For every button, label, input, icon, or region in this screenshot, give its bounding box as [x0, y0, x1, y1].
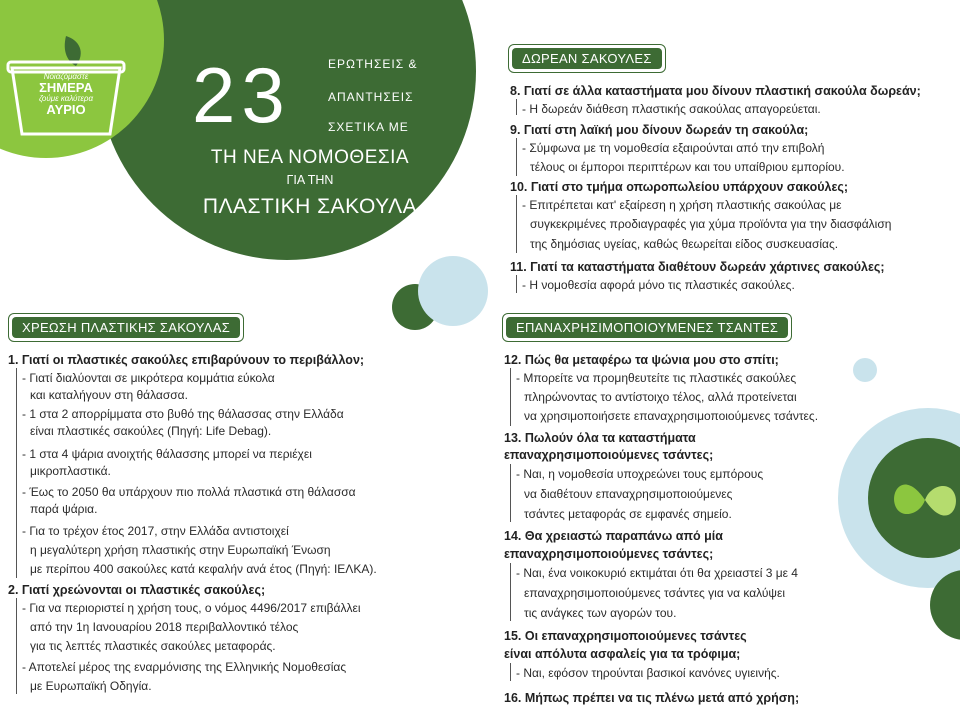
- answer-text: είναι πλαστικές σακούλες (Πηγή: Life Debag).: [30, 424, 272, 438]
- logo-line3: ζούμε καλύτερα: [38, 94, 94, 103]
- answer-text: συγκεκριμένες προδιαγραφές για χύμα προϊόντα για την διασφάλιση: [530, 217, 892, 231]
- section-banner-free: ΔΩΡΕΑΝ ΣΑΚΟΥΛΕΣ: [512, 48, 662, 69]
- hero-sub1: ΕΡΩΤΗΣΕΙΣ &: [328, 57, 418, 71]
- question-13-cont: επαναχρησιμοποιούμενες τσάντες;: [504, 448, 714, 462]
- answer-bar: [16, 368, 17, 578]
- logo-text: [20, 72, 112, 116]
- answer-text: μικροπλαστικά.: [30, 464, 111, 478]
- section-banner-usage: ΧΡΕΩΣΗ ΠΛΑΣΤΙΚΗΣ ΣΑΚΟΥΛΑΣ: [12, 317, 240, 338]
- hero-title2: ΓΙΑ ΤΗΝ: [286, 173, 334, 187]
- answer-bar: [510, 368, 511, 426]
- answer-text: η μεγαλύτερη χρήση πλαστικής στην Ευρωπαϊκή Ένωση: [30, 543, 331, 557]
- logo-line4: ΑΥΡΙΟ: [46, 102, 86, 117]
- leaf-swirl-icon: [885, 460, 960, 540]
- answer-bar: [510, 563, 511, 621]
- hero-title3: ΠΛΑΣΤΙΚΗ ΣΑΚΟΥΛΑ: [202, 195, 418, 218]
- question-15-cont: είναι απόλυτα ασφαλείς για τα τρόφιμα;: [504, 647, 741, 661]
- hero-number: 23: [192, 51, 291, 139]
- answer-text: τις ανάγκες των αγορών του.: [524, 606, 677, 620]
- answer-bar: [516, 99, 517, 115]
- answer-text: - Επιτρέπεται κατ' εξαίρεση η χρήση πλαστικής σακούλας με: [522, 198, 842, 212]
- answer-text: - Ναι, ένα νοικοκυριό εκτιμάται ότι θα χρειαστεί 3 με 4: [516, 566, 798, 580]
- answer-text: τέλους οι έμποροι περιπτέρων και του υπαίθριου εμπορίου.: [530, 160, 845, 174]
- answer-text: τσάντες μεταφοράς σε εμφανές σημείο.: [524, 507, 732, 521]
- answer-text: - Σύμφωνα με τη νομοθεσία εξαιρούνται από την επιβολή: [522, 141, 825, 155]
- question-12: 12. Πώς θα μεταφέρω τα ψώνια μου στο σπίτι;: [504, 353, 779, 367]
- answer-bar: [510, 464, 511, 522]
- question-10: 10. Γιατί στο τμήμα οπωροπωλείου υπάρχουν σακούλες;: [510, 180, 849, 194]
- answer-text: και καταλήγουν στη θάλασσα.: [30, 388, 188, 402]
- answer-text: από την 1η Ιανουαρίου 2018 περιβαλλοντικό τέλος: [30, 620, 299, 634]
- answer-bar: [16, 598, 17, 694]
- question-14: 14. Θα χρειαστώ παραπάνω από μία: [504, 529, 723, 543]
- answer-text: - Γιατί διαλύονται σε μικρότερα κομμάτια εύκολα: [22, 371, 275, 385]
- question-2: 2. Γιατί χρεώνονται οι πλαστικές σακούλες;: [8, 583, 266, 597]
- answer-text: - Αποτελεί μέρος της εναρμόνισης της Ελληνικής Νομοθεσίας: [22, 660, 347, 674]
- question-14-cont: επαναχρησιμοποιούμενες τσάντες;: [504, 547, 714, 561]
- hero-sub2: ΑΠΑΝΤΗΣΕΙΣ: [328, 90, 414, 104]
- answer-text: - Έως το 2050 θα υπάρχουν πιο πολλά πλαστικά στη θάλασσα: [22, 485, 356, 499]
- answer-bar: [516, 138, 517, 176]
- question-15: 15. Οι επαναχρησιμοποιούμενες τσάντες: [504, 629, 747, 643]
- question-16-partial: 16. Μήπως πρέπει να τις πλένω μετά από χρήση;: [504, 691, 800, 705]
- hero-sub3: ΣΧΕΤΙΚΑ ΜΕ: [328, 120, 409, 134]
- logo-line2: ΣΗΜΕΡΑ: [39, 80, 93, 95]
- answer-text: - Για να περιοριστεί η χρήση τους, ο νόμος 4496/2017 επιβάλλει: [22, 601, 361, 615]
- question-11: 11. Γιατί τα καταστήματα διαθέτουν δωρεάν χάρτινες σακούλες;: [510, 260, 885, 274]
- answer-bar: [516, 195, 517, 253]
- answer-text: - Η δωρεάν διάθεση πλαστικής σακούλας απαγορεύεται.: [522, 102, 821, 116]
- answer-text: με Ευρωπαϊκή Οδηγία.: [30, 679, 152, 693]
- answer-text: να χρησιμοποιήσετε επαναχρησιμοποιούμενες τσάντες.: [524, 409, 819, 423]
- small-blue-circle: [418, 256, 488, 326]
- answer-text: της δημόσιας υγείας, καθώς θεωρείται είδος συσκευασίας.: [530, 237, 839, 251]
- answer-text: επαναχρησιμοποιούμενες τσάντες για να καλύψει: [524, 586, 786, 600]
- answer-text: για τις λεπτές πλαστικές σακούλες μεταφοράς.: [30, 639, 276, 653]
- logo-line1: Νοιαζόμαστε: [43, 72, 89, 81]
- answer-text: να διαθέτουν επαναχρησιμοποιούμενες: [524, 487, 733, 501]
- answer-text: - Ναι, η νομοθεσία υποχρεώνει τους εμπόρους: [516, 467, 764, 481]
- question-9: 9. Γιατί στη λαϊκή μου δίνουν δωρεάν τη σακούλα;: [510, 123, 809, 137]
- answer-text: - 1 στα 2 απορρίμματα στο βυθό της θάλασσας στην Ελλάδα: [22, 407, 344, 421]
- answer-text: με περίπου 400 σακούλες κατά κεφαλήν ανά έτος (Πηγή: ΙΕΛΚΑ).: [30, 562, 377, 576]
- answer-text: - Η νομοθεσία αφορά μόνο τις πλαστικές σακούλες.: [522, 278, 795, 292]
- question-8: 8. Γιατί σε άλλα καταστήματα μου δίνουν πλαστική σακούλα δωρεάν;: [510, 84, 921, 98]
- answer-text: - Μπορείτε να προμηθευτείτε τις πλαστικές σακούλες: [516, 371, 797, 385]
- question-13: 13. Πωλούν όλα τα καταστήματα: [504, 431, 696, 445]
- answer-text: - Ναι, εφόσον τηρούνται βασικοί κανόνες υγιεινής.: [516, 666, 780, 680]
- answer-text: - Για το τρέχον έτος 2017, στην Ελλάδα αντιστοιχεί: [22, 524, 289, 538]
- answer-text: πληρώνοντας το αντίστοιχο τέλος, αλλά προτείνεται: [524, 390, 797, 404]
- question-1: 1. Γιατί οι πλαστικές σακούλες επιβαρύνουν το περιβάλλον;: [8, 353, 365, 367]
- tiny-blue-circle: [853, 358, 877, 382]
- answer-bar: [516, 275, 517, 293]
- answer-text: - 1 στα 4 ψάρια ανοιχτής θάλασσης μπορεί να περιέχει: [22, 447, 312, 461]
- answer-bar: [510, 663, 511, 681]
- section-banner-reusable: ΕΠΑΝΑΧΡΗΣΙΜΟΠΟΙΟΥΜΕΝΕΣ ΤΣΑΝΤΕΣ: [506, 317, 788, 338]
- hero-title1: ΤΗ ΝΕΑ ΝΟΜΟΘΕΣΙΑ: [210, 147, 410, 168]
- answer-text: παρά ψάρια.: [30, 502, 98, 516]
